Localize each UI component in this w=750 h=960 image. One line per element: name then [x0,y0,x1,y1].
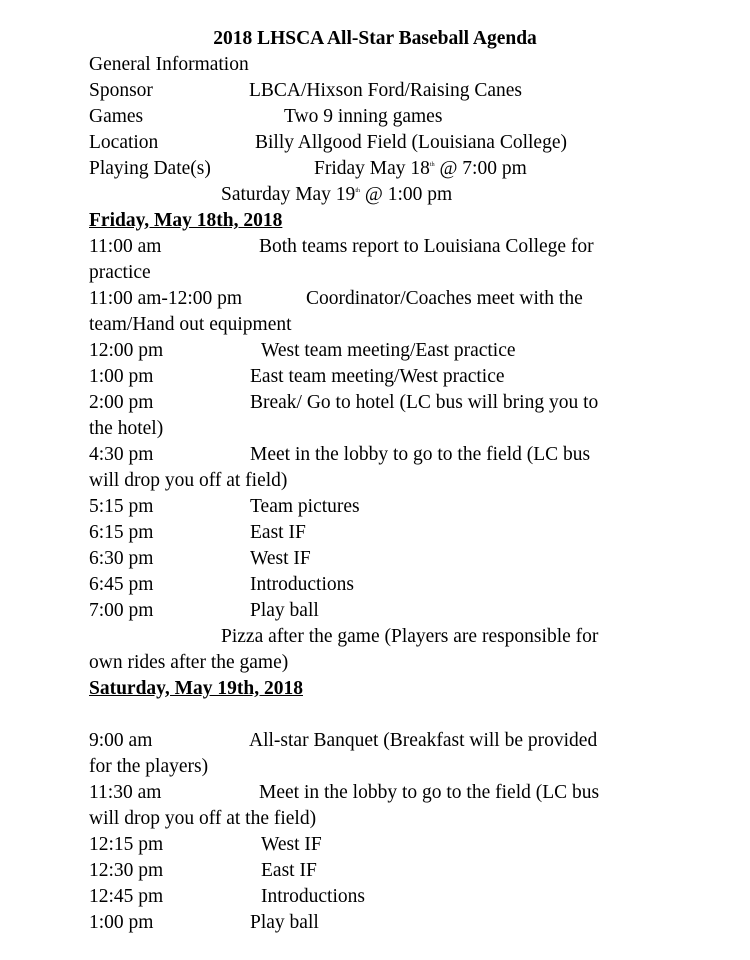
friday-time: 11:00 am-12:00 pm [89,288,243,309]
saturday-time: 1:00 pm [89,912,154,933]
friday-desc: Team pictures [250,496,360,517]
friday-time: 12:00 pm [89,340,164,361]
playing-dates-label: Playing Date(s) [89,158,211,179]
games-value: Two 9 inning games [284,106,443,127]
friday-desc-cont: the hotel) [89,418,164,439]
friday-desc: Break/ Go to hotel (LC bus will bring you to [250,392,599,413]
friday-desc-cont: team/Hand out equipment [89,314,292,335]
friday-desc: Coordinator/Coaches meet with the [306,288,583,309]
friday-desc: Play ball [250,600,319,621]
friday-heading: Friday, May 18th, 2018 [89,210,283,231]
friday-desc: East team meeting/West practice [250,366,505,387]
friday-desc: Both teams report to Louisiana College for [259,236,594,257]
playing-date-saturday: Saturday May 19th @ 1:00 pm [221,184,453,205]
playing-date-friday: Friday May 18th @ 7:00 pm [314,158,527,179]
friday-time: 11:00 am [89,236,162,257]
friday-desc: West IF [250,548,311,569]
saturday-desc-cont: for the players) [89,756,209,777]
saturday-desc: East IF [261,860,317,881]
location-value: Billy Allgood Field (Louisiana College) [255,132,567,153]
friday-time: 7:00 pm [89,600,154,621]
saturday-time: 12:15 pm [89,834,164,855]
friday-time: 1:00 pm [89,366,154,387]
friday-desc-cont: will drop you off at field) [89,470,288,491]
saturday-time: 9:00 am [89,730,153,751]
friday-time: 6:45 pm [89,574,154,595]
saturday-heading: Saturday, May 19th, 2018 [89,678,303,699]
friday-desc: East IF [250,522,306,543]
friday-time: 5:15 pm [89,496,154,517]
games-label: Games [89,106,144,127]
friday-desc: Introductions [250,574,354,595]
friday-desc: Meet in the lobby to go to the field (LC bus [250,444,591,465]
friday-note-cont: own rides after the game) [89,652,289,673]
saturday-desc: Play ball [250,912,319,933]
document-title: 2018 LHSCA All-Star Baseball Agenda [213,28,537,49]
saturday-time: 12:30 pm [89,860,164,881]
friday-time: 6:30 pm [89,548,154,569]
friday-desc: West team meeting/East practice [261,340,516,361]
location-label: Location [89,132,159,153]
saturday-time: 11:30 am [89,782,162,803]
friday-desc-cont: practice [89,262,151,283]
friday-note: Pizza after the game (Players are responsible for [221,626,599,647]
friday-time: 2:00 pm [89,392,154,413]
saturday-desc: Meet in the lobby to go to the field (LC bus [259,782,600,803]
friday-time: 4:30 pm [89,444,154,465]
saturday-time: 12:45 pm [89,886,164,907]
sponsor-label: Sponsor [89,80,153,101]
saturday-desc: Introductions [261,886,365,907]
friday-time: 6:15 pm [89,522,154,543]
saturday-desc: West IF [261,834,322,855]
sponsor-value: LBCA/Hixson Ford/Raising Canes [249,80,523,101]
saturday-desc-cont: will drop you off at the field) [89,808,317,829]
general-info-heading: General Information [89,54,249,75]
saturday-desc: All-star Banquet (Breakfast will be provided [249,730,598,751]
